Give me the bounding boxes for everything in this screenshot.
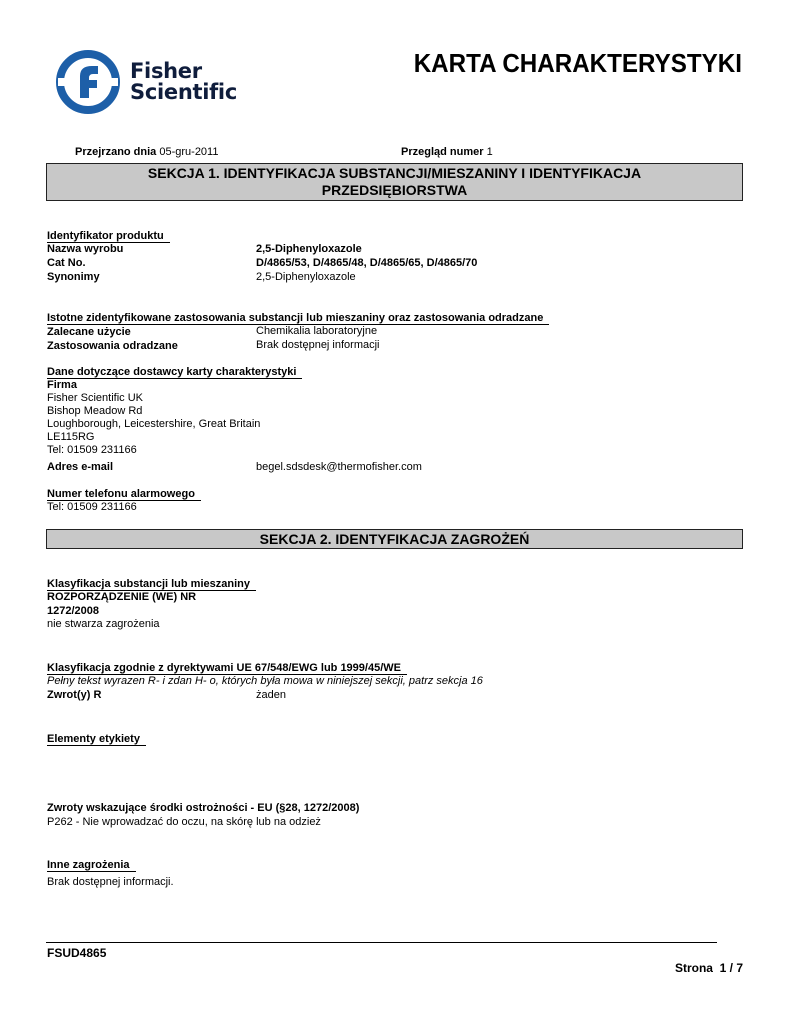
email-value[interactable]: begel.sdsdesk@thermofisher.com (256, 461, 422, 473)
document-title: KARTA CHARAKTERYSTYKI (413, 48, 742, 78)
directive-header: Klasyfikacja zgodnie z dyrektywami UE 67/548/EWG lub 1999/45/WE (47, 662, 407, 675)
section-2-header (46, 529, 743, 549)
section-1-header (46, 163, 743, 201)
uses-advised-against-value: Brak dostępnej informacji (256, 339, 380, 351)
product-name-value: 2,5-Diphenyloxazole (256, 243, 362, 255)
label-elements-header: Elementy etykiety (47, 733, 146, 746)
other-hazards-header: Inne zagrożenia (47, 859, 136, 872)
regulation-value: nie stwarza zagrożenia (47, 618, 160, 630)
revision-number (401, 146, 493, 159)
company-address-line: Tel: 01509 231166 (47, 444, 137, 456)
section-1-title-line-2: PRZEDSIĘBIORSTWA (321, 182, 468, 198)
revision-date-value: 05-gru-2011 (159, 146, 219, 158)
cat-no-value: D/4865/53, D/4865/48, D/4865/65, D/4865/70 (256, 257, 478, 269)
logo-wordmark (130, 61, 237, 103)
company-address (47, 392, 260, 457)
product-identifier-header: Identyfikator produktu (47, 230, 170, 243)
classification-header: Klasyfikacja substancji lub mieszaniny (47, 578, 256, 591)
fisher-scientific-logo (48, 44, 252, 124)
footer-page-number: Strona 1 / 7 (674, 961, 743, 975)
emergency-phone-header: Numer telefonu alarmowego (47, 488, 201, 501)
supplier-header: Dane dotyczące dostawcy karty charakterystyki (47, 366, 302, 379)
revision-number-value: 1 (486, 146, 493, 158)
regulation-line-1: ROZPORZĄDZENIE (WE) NR (47, 591, 197, 603)
recommended-use-value: Chemikalia laboratoryjne (256, 325, 378, 337)
section-1-title-line-1: SEKCJA 1. IDENTYFIKACJA SUBSTANCJI/MIESZANINY I IDENTYFIKACJA (147, 165, 642, 181)
email-label: Adres e-mail (47, 461, 114, 473)
emergency-phone-value: Tel: 01509 231166 (47, 501, 137, 513)
r-phrases-value: żaden (256, 689, 286, 701)
revision-date-label: Przejrzano dnia (75, 146, 157, 158)
logo-line-1: Fisher (130, 59, 202, 83)
revision-date (75, 146, 218, 159)
logo-line-2: Scientific (130, 80, 237, 104)
section-2-title: SEKCJA 2. IDENTYFIKACJA ZAGROŻEŃ (259, 531, 530, 547)
revision-number-label: Przegląd numer (401, 146, 484, 158)
fisher-logo-emblem-icon (54, 48, 122, 116)
synonyms-label: Synonimy (47, 271, 100, 283)
precaution-header: Zwroty wskazujące środki ostrożności - EU (§28, 1272/2008) (47, 802, 360, 814)
footer-rule (46, 942, 717, 943)
product-name-label: Nazwa wyrobu (47, 243, 124, 255)
recommended-use-label: Zalecane użycie (47, 326, 131, 338)
r-phrases-label: Zwrot(y) R (47, 689, 102, 701)
footer-doc-code: FSUD4865 (47, 946, 107, 960)
directive-note: Pełny tekst wyrazen R- i zdan H- o, których była mowa w niniejszej sekcji, patrz sekcja 16 (47, 675, 483, 687)
cat-no-label: Cat No. (47, 257, 86, 269)
synonyms-value: 2,5-Diphenyloxazole (256, 271, 356, 283)
regulation-line-2: 1272/2008 (47, 605, 99, 617)
company-address-line: Loughborough, Leicestershire, Great Britain (47, 418, 261, 430)
company-address-line: LE115RG (47, 431, 95, 443)
company-label: Firma (47, 379, 77, 391)
company-address-line: Bishop Meadow Rd (47, 405, 143, 417)
company-address-line: Fisher Scientific UK (47, 392, 143, 404)
precaution-value: P262 - Nie wprowadzać do oczu, na skórę lub na odzież (47, 816, 321, 828)
other-hazards-value: Brak dostępnej informacji. (47, 876, 174, 888)
uses-advised-against-label: Zastosowania odradzane (47, 340, 178, 352)
uses-header: Istotne zidentyfikowane zastosowania substancji lub mieszaniny oraz zastosowania odradzane (47, 312, 549, 325)
